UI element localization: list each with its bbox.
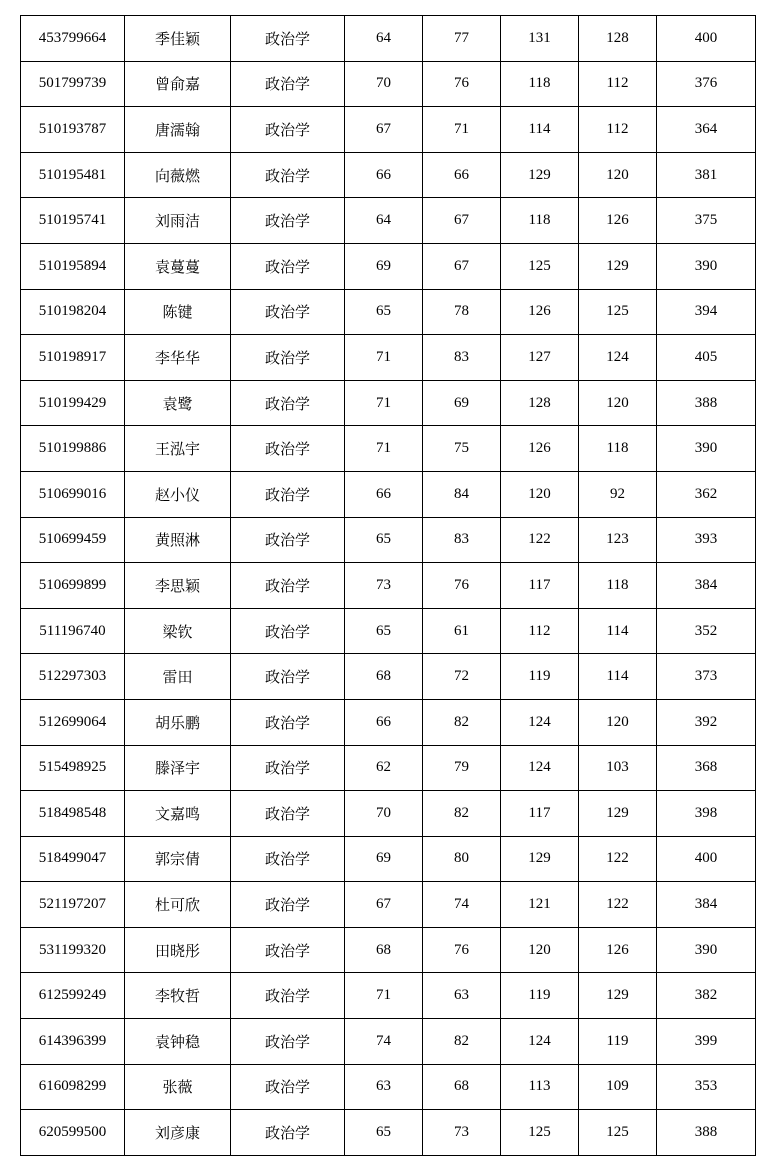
major-cell: 政治学 (231, 61, 345, 107)
score-1-cell: 65 (345, 1110, 423, 1156)
score-3-cell: 125 (501, 1110, 579, 1156)
candidate-id-cell: 510195894 (21, 243, 125, 289)
score-3-cell: 131 (501, 16, 579, 62)
table-row (21, 517, 756, 563)
score-4-cell: 126 (579, 198, 657, 244)
table-row (21, 1110, 756, 1156)
name-cell: 袁鹭 (125, 380, 231, 426)
score-3-cell: 126 (501, 289, 579, 335)
score-2-cell: 83 (423, 517, 501, 563)
candidate-id-cell: 510199886 (21, 426, 125, 472)
table-row (21, 243, 756, 289)
score-1-cell: 67 (345, 107, 423, 153)
score-2-cell: 68 (423, 1064, 501, 1110)
score-1-cell: 73 (345, 563, 423, 609)
score-1-cell: 71 (345, 426, 423, 472)
score-4-cell: 120 (579, 380, 657, 426)
score-1-cell: 67 (345, 882, 423, 928)
major-cell: 政治学 (231, 335, 345, 381)
score-1-cell: 71 (345, 335, 423, 381)
score-1-cell: 70 (345, 61, 423, 107)
score-4-cell: 118 (579, 426, 657, 472)
total-score-cell: 390 (657, 243, 756, 289)
table-row (21, 107, 756, 153)
candidate-id-cell: 510699016 (21, 471, 125, 517)
score-4-cell: 123 (579, 517, 657, 563)
score-3-cell: 124 (501, 745, 579, 791)
score-2-cell: 66 (423, 152, 501, 198)
name-cell: 胡乐鹏 (125, 699, 231, 745)
major-cell: 政治学 (231, 973, 345, 1019)
candidate-id-cell: 501799739 (21, 61, 125, 107)
candidate-id-cell: 620599500 (21, 1110, 125, 1156)
candidate-id-cell: 510699459 (21, 517, 125, 563)
score-4-cell: 128 (579, 16, 657, 62)
candidate-id-cell: 512297303 (21, 654, 125, 700)
score-4-cell: 122 (579, 882, 657, 928)
major-cell: 政治学 (231, 745, 345, 791)
candidate-id-cell: 531199320 (21, 927, 125, 973)
table-row (21, 471, 756, 517)
table-row (21, 973, 756, 1019)
score-table (20, 15, 756, 1156)
major-cell: 政治学 (231, 882, 345, 928)
table-row (21, 927, 756, 973)
score-4-cell: 119 (579, 1019, 657, 1065)
candidate-id-cell: 612599249 (21, 973, 125, 1019)
score-3-cell: 125 (501, 243, 579, 289)
score-1-cell: 64 (345, 198, 423, 244)
score-4-cell: 120 (579, 699, 657, 745)
name-cell: 滕泽宇 (125, 745, 231, 791)
score-1-cell: 65 (345, 289, 423, 335)
score-1-cell: 66 (345, 471, 423, 517)
score-2-cell: 63 (423, 973, 501, 1019)
score-3-cell: 127 (501, 335, 579, 381)
major-cell: 政治学 (231, 836, 345, 882)
major-cell: 政治学 (231, 654, 345, 700)
name-cell: 李牧哲 (125, 973, 231, 1019)
total-score-cell: 390 (657, 426, 756, 472)
score-3-cell: 128 (501, 380, 579, 426)
name-cell: 文嘉鸣 (125, 791, 231, 837)
major-cell: 政治学 (231, 699, 345, 745)
score-2-cell: 67 (423, 243, 501, 289)
score-3-cell: 117 (501, 563, 579, 609)
score-4-cell: 103 (579, 745, 657, 791)
score-1-cell: 69 (345, 243, 423, 289)
score-1-cell: 64 (345, 16, 423, 62)
score-3-cell: 121 (501, 882, 579, 928)
score-2-cell: 75 (423, 426, 501, 472)
table-row (21, 16, 756, 62)
candidate-id-cell: 510193787 (21, 107, 125, 153)
total-score-cell: 390 (657, 927, 756, 973)
name-cell: 黄照淋 (125, 517, 231, 563)
table-row (21, 61, 756, 107)
score-4-cell: 129 (579, 973, 657, 1019)
major-cell: 政治学 (231, 198, 345, 244)
total-score-cell: 394 (657, 289, 756, 335)
score-2-cell: 80 (423, 836, 501, 882)
major-cell: 政治学 (231, 16, 345, 62)
candidate-id-cell: 518498548 (21, 791, 125, 837)
total-score-cell: 373 (657, 654, 756, 700)
score-4-cell: 118 (579, 563, 657, 609)
score-4-cell: 112 (579, 61, 657, 107)
total-score-cell: 381 (657, 152, 756, 198)
score-2-cell: 77 (423, 16, 501, 62)
score-3-cell: 122 (501, 517, 579, 563)
score-3-cell: 118 (501, 198, 579, 244)
score-1-cell: 63 (345, 1064, 423, 1110)
score-1-cell: 70 (345, 791, 423, 837)
major-cell: 政治学 (231, 289, 345, 335)
score-3-cell: 113 (501, 1064, 579, 1110)
score-3-cell: 117 (501, 791, 579, 837)
score-2-cell: 78 (423, 289, 501, 335)
major-cell: 政治学 (231, 426, 345, 472)
score-4-cell: 112 (579, 107, 657, 153)
score-1-cell: 69 (345, 836, 423, 882)
score-4-cell: 114 (579, 608, 657, 654)
score-4-cell: 125 (579, 289, 657, 335)
name-cell: 李思颖 (125, 563, 231, 609)
score-3-cell: 112 (501, 608, 579, 654)
table-row (21, 836, 756, 882)
major-cell: 政治学 (231, 471, 345, 517)
candidate-id-cell: 511196740 (21, 608, 125, 654)
score-1-cell: 71 (345, 380, 423, 426)
name-cell: 李华华 (125, 335, 231, 381)
total-score-cell: 376 (657, 61, 756, 107)
major-cell: 政治学 (231, 1019, 345, 1065)
candidate-id-cell: 512699064 (21, 699, 125, 745)
total-score-cell: 384 (657, 882, 756, 928)
score-3-cell: 120 (501, 927, 579, 973)
name-cell: 赵小仪 (125, 471, 231, 517)
score-3-cell: 124 (501, 1019, 579, 1065)
score-4-cell: 114 (579, 654, 657, 700)
candidate-id-cell: 510198917 (21, 335, 125, 381)
candidate-id-cell: 510699899 (21, 563, 125, 609)
score-2-cell: 76 (423, 61, 501, 107)
table-row (21, 791, 756, 837)
table-row (21, 152, 756, 198)
score-2-cell: 67 (423, 198, 501, 244)
major-cell: 政治学 (231, 1110, 345, 1156)
candidate-id-cell: 510199429 (21, 380, 125, 426)
score-4-cell: 125 (579, 1110, 657, 1156)
score-4-cell: 124 (579, 335, 657, 381)
major-cell: 政治学 (231, 152, 345, 198)
name-cell: 袁蔓蔓 (125, 243, 231, 289)
score-4-cell: 129 (579, 243, 657, 289)
score-1-cell: 68 (345, 654, 423, 700)
candidate-id-cell: 453799664 (21, 16, 125, 62)
major-cell: 政治学 (231, 563, 345, 609)
major-cell: 政治学 (231, 1064, 345, 1110)
total-score-cell: 362 (657, 471, 756, 517)
total-score-cell: 400 (657, 16, 756, 62)
major-cell: 政治学 (231, 243, 345, 289)
total-score-cell: 399 (657, 1019, 756, 1065)
total-score-cell: 392 (657, 699, 756, 745)
score-2-cell: 82 (423, 791, 501, 837)
total-score-cell: 398 (657, 791, 756, 837)
table-row (21, 198, 756, 244)
score-1-cell: 74 (345, 1019, 423, 1065)
major-cell: 政治学 (231, 927, 345, 973)
score-3-cell: 120 (501, 471, 579, 517)
score-3-cell: 129 (501, 152, 579, 198)
name-cell: 田晓彤 (125, 927, 231, 973)
name-cell: 杜可欣 (125, 882, 231, 928)
score-1-cell: 65 (345, 608, 423, 654)
table-row (21, 1064, 756, 1110)
score-2-cell: 69 (423, 380, 501, 426)
table-row (21, 608, 756, 654)
score-1-cell: 62 (345, 745, 423, 791)
major-cell: 政治学 (231, 380, 345, 426)
name-cell: 曾俞嘉 (125, 61, 231, 107)
score-1-cell: 65 (345, 517, 423, 563)
score-2-cell: 76 (423, 927, 501, 973)
name-cell: 刘雨洁 (125, 198, 231, 244)
major-cell: 政治学 (231, 107, 345, 153)
score-2-cell: 74 (423, 882, 501, 928)
score-4-cell: 122 (579, 836, 657, 882)
total-score-cell: 400 (657, 836, 756, 882)
score-2-cell: 76 (423, 563, 501, 609)
major-cell: 政治学 (231, 608, 345, 654)
score-4-cell: 120 (579, 152, 657, 198)
total-score-cell: 388 (657, 1110, 756, 1156)
score-2-cell: 83 (423, 335, 501, 381)
score-3-cell: 114 (501, 107, 579, 153)
table-row (21, 654, 756, 700)
score-2-cell: 73 (423, 1110, 501, 1156)
candidate-id-cell: 510198204 (21, 289, 125, 335)
score-3-cell: 119 (501, 654, 579, 700)
score-2-cell: 82 (423, 1019, 501, 1065)
name-cell: 刘彦康 (125, 1110, 231, 1156)
candidate-id-cell: 521197207 (21, 882, 125, 928)
table-row (21, 335, 756, 381)
score-3-cell: 119 (501, 973, 579, 1019)
table-row (21, 289, 756, 335)
score-3-cell: 124 (501, 699, 579, 745)
score-4-cell: 129 (579, 791, 657, 837)
total-score-cell: 352 (657, 608, 756, 654)
score-4-cell: 109 (579, 1064, 657, 1110)
total-score-cell: 384 (657, 563, 756, 609)
total-score-cell: 364 (657, 107, 756, 153)
name-cell: 季佳颖 (125, 16, 231, 62)
total-score-cell: 405 (657, 335, 756, 381)
candidate-id-cell: 515498925 (21, 745, 125, 791)
score-4-cell: 92 (579, 471, 657, 517)
score-1-cell: 66 (345, 699, 423, 745)
table-row (21, 699, 756, 745)
total-score-cell: 393 (657, 517, 756, 563)
table-row (21, 426, 756, 472)
name-cell: 唐濡翰 (125, 107, 231, 153)
candidate-id-cell: 614396399 (21, 1019, 125, 1065)
score-1-cell: 71 (345, 973, 423, 1019)
name-cell: 郭宗倩 (125, 836, 231, 882)
total-score-cell: 353 (657, 1064, 756, 1110)
score-1-cell: 68 (345, 927, 423, 973)
name-cell: 张薇 (125, 1064, 231, 1110)
major-cell: 政治学 (231, 517, 345, 563)
total-score-cell: 382 (657, 973, 756, 1019)
total-score-cell: 388 (657, 380, 756, 426)
table-row (21, 1019, 756, 1065)
score-2-cell: 79 (423, 745, 501, 791)
score-1-cell: 66 (345, 152, 423, 198)
score-3-cell: 126 (501, 426, 579, 472)
candidate-id-cell: 510195741 (21, 198, 125, 244)
name-cell: 向薇燃 (125, 152, 231, 198)
score-3-cell: 118 (501, 61, 579, 107)
candidate-id-cell: 518499047 (21, 836, 125, 882)
score-2-cell: 82 (423, 699, 501, 745)
table-row (21, 745, 756, 791)
score-2-cell: 72 (423, 654, 501, 700)
score-4-cell: 126 (579, 927, 657, 973)
major-cell: 政治学 (231, 791, 345, 837)
candidate-id-cell: 510195481 (21, 152, 125, 198)
score-2-cell: 61 (423, 608, 501, 654)
score-2-cell: 84 (423, 471, 501, 517)
table-row (21, 882, 756, 928)
table-row (21, 563, 756, 609)
score-3-cell: 129 (501, 836, 579, 882)
total-score-cell: 375 (657, 198, 756, 244)
name-cell: 袁钟稳 (125, 1019, 231, 1065)
name-cell: 陈键 (125, 289, 231, 335)
score-table-body (21, 16, 756, 1156)
name-cell: 梁钦 (125, 608, 231, 654)
name-cell: 王泓宇 (125, 426, 231, 472)
score-2-cell: 71 (423, 107, 501, 153)
name-cell: 雷田 (125, 654, 231, 700)
table-row (21, 380, 756, 426)
candidate-id-cell: 616098299 (21, 1064, 125, 1110)
total-score-cell: 368 (657, 745, 756, 791)
